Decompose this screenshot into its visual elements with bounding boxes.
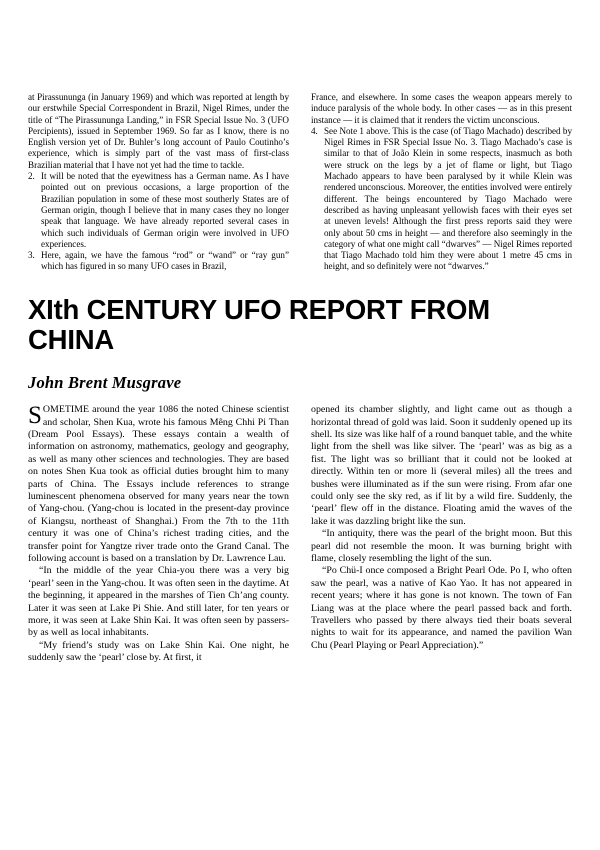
note-item: [28, 250, 289, 273]
article-paragraph: opened its chamber slightly, and light came out as though a horizontal thread of gold was laid. Soon it suddenly opened up its shell. Its size was like half of a round banquet table, and the white light from the shell was like silver. The ‘pearl’ was as big as a fist. The light was so brilliant that it could not be looked at directly. Within ten or more li (several miles) all the trees and bushes were illuminated as if the sun were rising. From afar one could only see the sky red, as if lit by a wild fire. Suddenly, the ‘pearl’ flew off in the distance. Floating amid the waves of the lake it was dazzling bright like the sun.: [311, 404, 572, 527]
note-text: See Note 1 above. This is the case (of Tiago Machado) described by Nigel Rimes in FSR Special Issue No. 3. Tiago Machado’s case is similar to that of João Klein in some respects, inasmuch as both were struck on the legs by a jet of flame or light, but Tiago Machado appears to have been paralysed by it while Klein was rendered unconscious. Moreover, the entities involved were entirely different. The beings encountered by Tiago Machado were described as having unpleasant yellowish faces with their eyes set at uneven levels! Although the first press reports said they were only about 50 cms in height — and therefore also seemingly in the category of what one might call “dwarves” — Nigel Rimes reported that Tiago Machado told him they were about 1 metre 45 cms in height, and so definitely were not “dwarves.”: [324, 125, 572, 272]
continuation-paragraph-right: France, and elsewhere. In some cases the weapon appears merely to induce paralysis of the whole body. In other cases — as in this present instance — it is claimed that it renders the victim unconscious.: [311, 92, 572, 125]
continuation-block: [28, 92, 572, 273]
note-item: [28, 171, 289, 250]
note-text: It will be noted that the eyewitness has a German name. As I have pointed out on previous occasions, a large proportion of the Brazilian population in some of these most southerly States are of German origin, though I believe that in many cases they no longer speak that language. We have already reported several cases in which such individuals of German origin were involved in UFO experiences.: [41, 171, 289, 249]
article-paragraph: [28, 404, 289, 565]
note-number: 3.: [28, 250, 35, 261]
article-paragraph: “Po Chü-I once composed a Bright Pearl Ode. Po I, who often saw the pearl, was a native of Kao Yao. It has not appeared in recent years; where it has gone is not known. The town of Fan Liang was at the place where the pearl passed back and forth. Travellers who passed by there always tied their boats several nights to wait for its appearance, and named the pavilion Wan Chu (Pearl Playing or Pearl Appreciation).”: [311, 565, 572, 651]
page-content: [28, 92, 572, 665]
note-text: Here, again, we have the famous “rod” or “wand” or “ray gun” which has figured in so many UFO cases in Brazil,: [41, 250, 289, 272]
continuation-right-column: [311, 92, 572, 273]
note-item: [311, 126, 572, 273]
continuation-left-column: [28, 92, 289, 273]
notes-list-right: [311, 126, 572, 273]
continuation-paragraph-left: at Pirassununga (in January 1969) and which was reported at length by our erstwhile Special Correspondent in Brazil, Nigel Rimes, under the title of “The Pirassununga Landing,” in FSR Special Issue No. 3 (UFO Percipients), issued in September 1969. So far as I know, there is no English version yet of Dr. Buhler’s long account of Paulo Coutinho’s experience, which is simply part of the vast mass of first-class Brazilian material that I have not yet had the time to tackle.: [28, 92, 289, 170]
article-right-column: [311, 404, 572, 652]
article-paragraph: “In antiquity, there was the pearl of the bright moon. But this pearl did not resemble the moon. It was burning bright with flame, closely resembling the light of the sun.: [311, 528, 572, 565]
note-number: 2.: [28, 171, 35, 182]
notes-list-left: [28, 171, 289, 273]
article-body: [28, 404, 572, 665]
article-left-column: [28, 404, 289, 665]
article-byline: John Brent Musgrave: [28, 373, 182, 393]
article-paragraph: “My friend’s study was on Lake Shin Kai. One night, he suddenly saw the ‘pearl’ close by. At first, it: [28, 639, 289, 664]
article-paragraph: “In the middle of the year Chia-you there was a very big ‘pearl’ seen in the Yang-chou. It was often seen in the daytime. At the beginning, it appeared in the marshes of Tien Ch’ang county. Later it was seen at Lake Pi Shie. And still later, for ten years or more, it was seen at Lake Shin Kai. It was often seen by passers-by as well as local inhabitants.: [28, 565, 289, 639]
article-headline: XIth CENTURY UFO REPORT FROM CHINA: [28, 293, 490, 355]
note-number: 4.: [311, 125, 318, 136]
article-paragraph-text: OMETIME around the year 1086 the noted Chinese scientist and scholar, Shen Kua, wrote his famous Mêng Chhi Pi Than (Dream Pool Essays). These essays contain a wealth of information on astronomy, mathematics, geology and geography, as well as many other sciences and technologies. They are based on notes Shen Kua took as official duties brought him to many parts of China. The Essays include references to strange luminescent phenomena observed for many years near the town of Yang-chou. (Yang-chou is located in the present-day province of Kiangsu, northeast of Shanghai.) From the 7th to the 11th century it was one of China’s richest trading cities, and the transfer point for Yangtze river trade onto the Grand Canal. The following account is based on a translation by Dr. Lawrence Lau.: [28, 404, 289, 565]
drop-cap: S: [28, 402, 42, 430]
